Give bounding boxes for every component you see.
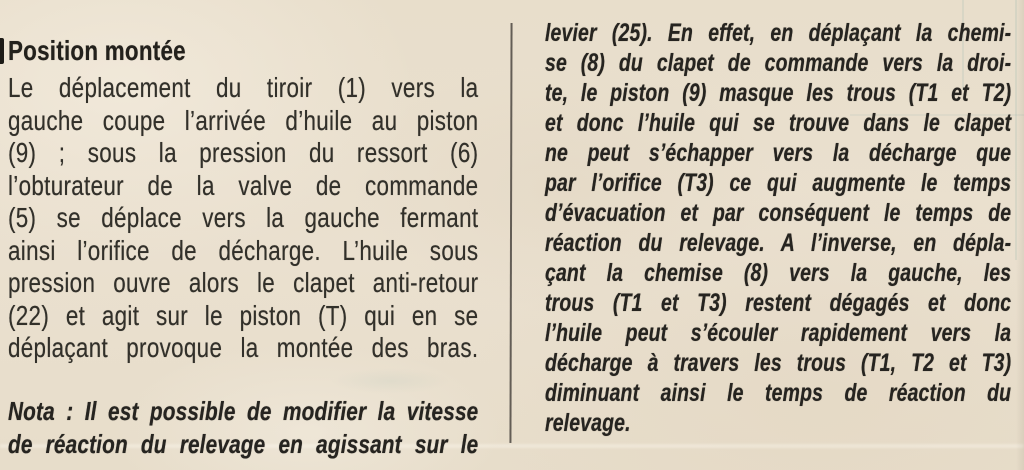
text-line: (5) se déplace vers la gauche fermant — [8, 202, 479, 233]
text-line: gauche coupe l’arrivée d’huile au piston — [8, 104, 479, 136]
text-line: çant la chemise (8) vers la gauche, les — [545, 259, 1012, 287]
nota-line: de réaction du relevage en agissant sur le — [8, 428, 479, 459]
left-paragraph — [8, 72, 478, 365]
text-line: diminuant ainsi le temps de réaction du — [545, 379, 1012, 407]
text-line: relevage. — [545, 409, 631, 437]
text-line: trous (T1 et T3) restent dégagés et donc — [545, 289, 1012, 317]
scan-edge-artifact — [0, 38, 4, 64]
text-line: et donc l’huile qui se trouve dans le clapet — [545, 109, 1012, 137]
right-paragraph — [545, 18, 1011, 438]
text-line: Le déplacement du tiroir (1) vers la — [8, 72, 479, 103]
nota-paragraph — [8, 395, 478, 461]
text-line: déplaçant provoque la montée des bras. — [8, 332, 479, 363]
text-line: ainsi l’orifice de décharge. L’huile sous — [8, 234, 479, 266]
text-line: ne peut s’échapper vers la décharge que — [545, 139, 1012, 167]
left-column — [8, 34, 596, 461]
text-line: te, le piston (9) masque les trous (T1 et T2) — [545, 79, 1012, 107]
text-line: se (8) du clapet de commande vers la droi- — [545, 49, 1012, 77]
text-line: décharge à travers les trous (T1, T2 et T3) — [545, 349, 1012, 377]
text-line: (9) ; sous la pression du ressort (6) — [8, 137, 479, 168]
text-line: par l’orifice (T3) ce qui augmente le temps — [545, 169, 1012, 197]
text-line: réaction du relevage. A l’inverse, en dépla- — [545, 229, 1012, 257]
right-column — [545, 18, 1024, 438]
text-line: levier (25). En effet, en déplaçant la chemi- — [545, 19, 1012, 47]
text-line: l’huile peut s’écouler rapidement vers la — [545, 319, 1012, 347]
section-heading: Position montée — [8, 35, 186, 66]
text-line: pression ouvre alors le clapet anti-retour — [8, 267, 479, 298]
text-line: (22) et agit sur le piston (T) qui en se — [8, 299, 479, 331]
nota-line: Nota : Il est possible de modifier la vitesse — [8, 395, 479, 426]
text-line: d’évacuation et par conséquent le temps de — [545, 199, 1012, 227]
text-line: l’obturateur de la valve de commande — [8, 169, 479, 201]
